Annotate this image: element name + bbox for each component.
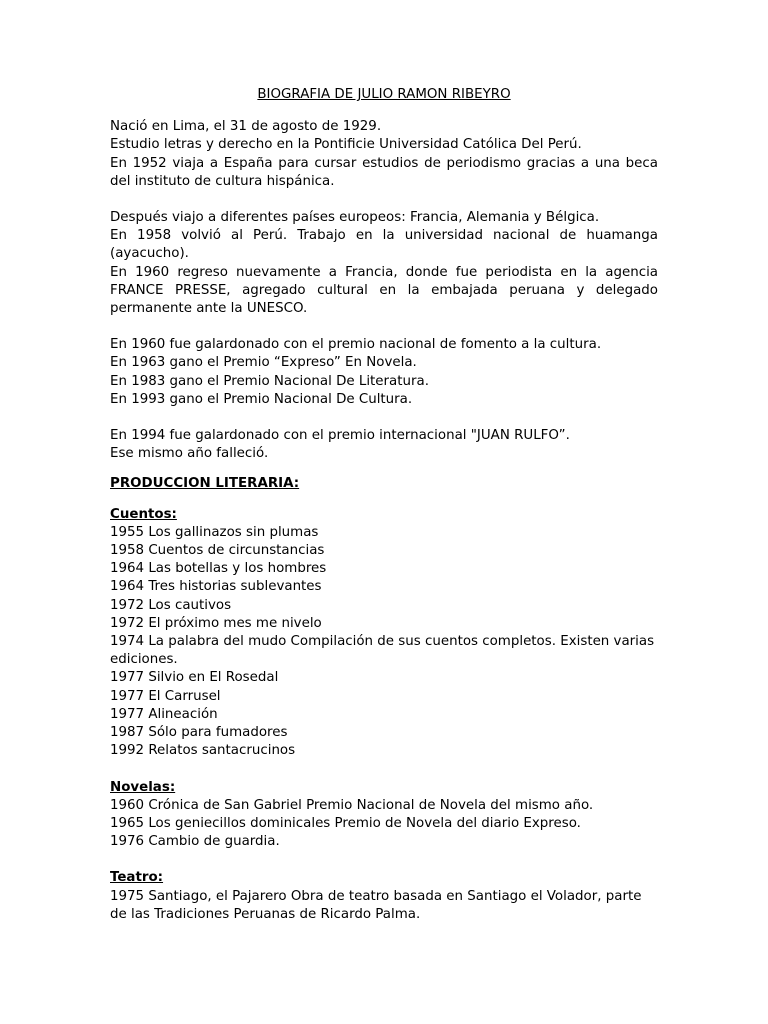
bio-line-europe: Después viajo a diferentes países europeos: Francia, Alemania y Bélgica.	[110, 210, 600, 226]
bio-line-spain: En 1952 viaja a España para cursar estudios de periodismo gracias a una beca del instituto de cultura hispánica.	[110, 155, 658, 189]
list-item: 1964 Las botellas y los hombres	[110, 561, 327, 577]
list-item: 1965 Los geniecillos dominicales Premio de Novela del diario Expreso.	[110, 815, 581, 831]
award-line: En 1994 fue galardonado con el premio internacional "JUAN RULFO”.	[110, 428, 570, 444]
spacer	[110, 463, 658, 475]
bio-line-return-peru: En 1958 volvió al Perú. Trabajo en la universidad nacional de huamanga (ayacucho).	[110, 228, 658, 262]
teatro-heading: Teatro:	[110, 870, 164, 886]
award-line: En 1993 gano el Premio Nacional De Cultura.	[110, 391, 413, 407]
award-line: En 1963 gano el Premio “Expreso” En Novela.	[110, 355, 417, 371]
list-item: 1992 Relatos santacrucinos	[110, 743, 296, 759]
document-title: BIOGRAFIA DE JULIO RAMON RIBEYRO	[257, 87, 511, 102]
list-item: 1958 Cuentos de circunstancias	[110, 543, 325, 559]
spacer	[110, 494, 658, 506]
list-item: 1955 Los gallinazos sin plumas	[110, 524, 319, 540]
bio-line-france: En 1960 regreso nuevamente a Francia, donde fue periodista en la agencia FRANCE PRESSE, agregado cultural en la embajada peruana y delegado permanente ante la UNESCO.	[110, 264, 658, 317]
spacer	[110, 761, 658, 779]
cuentos-heading: Cuentos:	[110, 506, 177, 522]
list-item: 1972 El próximo mes me nivelo	[110, 615, 322, 631]
list-item: 1977 Silvio en El Rosedal	[110, 670, 279, 686]
spacer	[110, 318, 658, 336]
list-item: 1974 La palabra del mudo Compilación de sus cuentos completos. Existen varias ediciones.	[110, 634, 655, 668]
bio-line-studies: Estudio letras y derecho en la Pontificie Universidad Católica Del Perú.	[110, 137, 582, 153]
spacer	[110, 851, 658, 869]
death-line: Ese mismo año falleció.	[110, 446, 269, 462]
list-item: 1977 Alineación	[110, 706, 218, 722]
production-heading: PRODUCCION LITERARIA:	[110, 476, 300, 492]
list-item: 1976 Cambio de guardia.	[110, 834, 280, 850]
list-item: 1972 Los cautivos	[110, 597, 232, 613]
list-item: 1977 El Carrusel	[110, 688, 221, 704]
novelas-list	[110, 797, 658, 852]
spacer	[110, 409, 658, 427]
list-item: 1975 Santiago, el Pajarero Obra de teatro basada en Santiago el Volador, parte de las Tradiciones Peruanas de Ricardo Palma.	[110, 888, 642, 922]
teatro-list	[110, 888, 658, 924]
list-item: 1987 Sólo para fumadores	[110, 725, 288, 741]
award-line: En 1960 fue galardonado con el premio nacional de fomento a la cultura.	[110, 337, 602, 353]
bio-line-birth: Nació en Lima, el 31 de agosto de 1929.	[110, 119, 382, 135]
award-line: En 1983 gano el Premio Nacional De Literatura.	[110, 373, 429, 389]
document-body	[110, 86, 658, 924]
spacer	[110, 191, 658, 209]
novelas-heading: Novelas:	[110, 779, 176, 795]
cuentos-list	[110, 524, 658, 761]
list-item: 1960 Crónica de San Gabriel Premio Nacional de Novela del mismo año.	[110, 797, 594, 813]
list-item: 1964 Tres historias sublevantes	[110, 579, 322, 595]
